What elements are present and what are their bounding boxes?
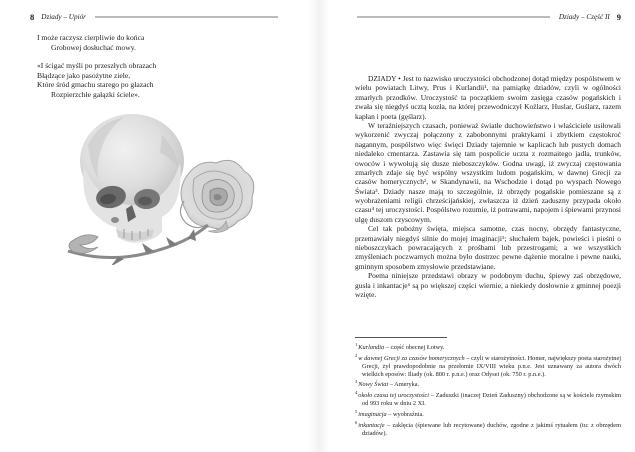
poem-stanza [37, 61, 156, 99]
poem-line: Rozpierzchłe gałązki ściele». [51, 89, 140, 99]
right-header-rule [357, 16, 550, 18]
footnote [355, 353, 621, 378]
paragraph: DZIADY • Jest to nazwisko uroczystości obchodzonej dotąd między pospólstwem w wielu powiatach Litwy, Prus i Kurlandii¹, na pamiątkę dziadów, czyli w ogólności zmarłych przodków. Uroczystość ta początkiem swoim zasięga czasów pogańskich i zwała się niegdyś ucztą kozła, na której przewodniczył Koźlarz, Huslar, Guślarz, razem kapłan i poeta (gęślarz). [355, 74, 621, 121]
footnote-term: Nowy Świat [358, 381, 389, 389]
poem-line: Które śród gmachu starego po głazach [37, 80, 154, 90]
footnote-term: około czasu tej uroczystości [358, 392, 429, 400]
footnote-text: – część obecnej Łotwy. [384, 344, 445, 352]
footnote-marker: 3 [355, 379, 358, 385]
main-text [355, 74, 621, 299]
poem-line: Błądzące jako pasożytne ziele, [37, 70, 131, 80]
footnote-rule [355, 337, 447, 338]
left-header-rule [95, 16, 278, 18]
right-running-header [357, 13, 621, 22]
footnote-text: – wyobraźnia. [386, 411, 424, 419]
paragraph: Cel tak pobożny święta, miejsca samotne, czas nocny, obrzędy fantastyczne, przemawiały niegdyś silnie do mojej imaginacji⁵; słuchałem bajek, powieści i pieśni o nieboszczykach powracających z prośbami lub przestrogami; a we wszystkich zmyśleniach poczwarnych można było dostrzec pewne dążenie moralne i pewne nauki, gminnym sposobem zmysłowie przedstawiane. [355, 224, 621, 271]
right-page-number: 9 [616, 12, 621, 22]
paragraph: W teraźniejszych czasach, ponieważ światłe duchowieństwo i właściciele usiłowali wykorzenić zwyczaj połączony z zabobonnymi praktykami i zbytkiem częstokroć nagannym, pospólstwo więc święci Dziady tajemnie w kaplicach lub pustych domach niedaleko cmentarza. Zastawia się tam pospolicie uczta z rozmaitego jadła, trunków, owoców i wywołują się dusze nieboszczyków. Godna uwagi, iż zwyczaj częstowania zmarłych zdaje się być wspólny wszystkim ludom pogańskim, w dawnej Grecji za czasów homerycznych², w Skandynawii, na Wschodzie i dotąd po wyspach Nowego Świata³. Dziady nasze mają to szczególnie, iż obrzędy pogańskie pomieszane są z wyobrażeniami religii chrześcijańskiej, zwłaszcza iż dzień zaduszny przypada około czasu⁴ tej uroczystości. Pospólstwo rozumie, iż potrawami, napojem i śpiewami przynosi ulgę duszom czyscowym. [355, 120, 621, 224]
right-page [318, 0, 635, 452]
left-running-header [30, 13, 278, 22]
footnotes [355, 337, 621, 439]
footnote [355, 342, 621, 352]
footnote-marker: 2 [355, 352, 358, 358]
footnote-text: – Zaduszki (inaczej Dzień Zaduszny) obchodzone są w kościele rzymskim od 993 roku w dniu 2 XI. [362, 392, 621, 408]
right-running-title: Dziady – Część II [558, 12, 610, 21]
poem-line: «I ścigać myśli po przeszłych obrazach [37, 61, 157, 71]
footnote-marker: 4 [355, 390, 358, 396]
footnote-term: imaginacja [358, 411, 387, 419]
footnote-text: – czyli w starożytności. Homer, największy poeta starożytnej Grecji, żył prawdopodobnie na przełomie IX/VIII wieku p.n.e. Jest uznawany za autora dwóch wielkich eposów: Iliady (ok. 800 r. p.n.e.) oraz Odysei (ok. 750 r. p.n.e.). [362, 354, 621, 378]
poem-line: Grobowej dosłuchać mowy. [51, 42, 136, 52]
footnote [355, 379, 621, 389]
left-running-title: Dziady – Upiór [41, 12, 86, 21]
footnote [355, 390, 621, 408]
footnote [355, 409, 621, 419]
poem-stanza [37, 33, 156, 52]
footnote-term: w dawnej Grecji za czasów homerycznych [358, 354, 465, 362]
footnote-term: inkantacje [358, 421, 385, 429]
footnote-text: – zaklęcia (śpiewane lub recytowane) duchów, zgodne z jakimś rytuałem (tu: z obrzędem dziadów). [362, 421, 621, 437]
left-page-number: 8 [30, 12, 35, 22]
footnote [355, 420, 621, 438]
footnote-term: Kurlandia [358, 344, 385, 352]
footnote-marker: 5 [355, 408, 358, 414]
poem [37, 33, 156, 108]
footnote-marker: 6 [355, 419, 358, 425]
poem-line: I może raczysz cierpliwie do końca [37, 33, 145, 42]
footnote-marker: 1 [355, 342, 358, 347]
paragraph: Poema niniejsze przedstawi obrazy w podobnym duchu, śpiewy zaś obrzędowe, gusła i inkantacje⁶ są po większej części wiernie, a niekiedy dosłownie z gminnej poezji wzięte. [355, 271, 621, 299]
footnote-text: – Ameryka. [388, 381, 420, 389]
skull-rose-illustration [58, 105, 258, 265]
